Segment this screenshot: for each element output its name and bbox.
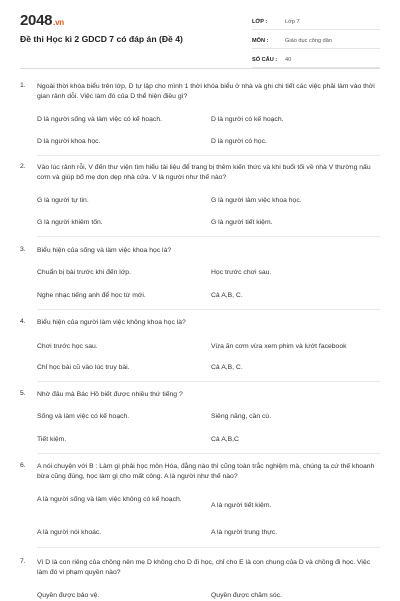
answer-option-d[interactable]: D là người có học. <box>211 138 267 145</box>
answer-option-b[interactable]: Học trước chơi sau. <box>211 269 272 276</box>
question-number: 7. <box>20 558 26 565</box>
question-number: 1. <box>20 82 26 89</box>
site-logo[interactable] <box>20 12 64 29</box>
meta-label: SỐ CÂU : <box>252 56 278 63</box>
answer-option-c[interactable]: Nghe nhạc tiếng anh để học từ mới. <box>37 292 146 299</box>
meta-value: 40 <box>285 56 292 63</box>
answer-option-a[interactable]: A là người sống và làm việc không có kế hoạch. <box>37 496 182 503</box>
question-text: Vì D là con riêng của chồng nên mẹ D không cho D đi học, chỉ cho E là con chung của D và chồng đi học. Việc làm đó vi phạm quyền nào? <box>37 559 371 577</box>
answer-option-b[interactable]: Quyền được chăm sóc. <box>211 592 282 599</box>
question-divider <box>37 453 380 454</box>
question-number: 4. <box>20 318 26 325</box>
question-text: Nhờ đâu mà Bác Hồ biết được nhiều thứ tiếng ? <box>37 391 183 398</box>
question-text: Biểu hiện của sống và làm việc khoa học là? <box>37 247 172 254</box>
answer-option-a[interactable]: Chơi trước học sau. <box>37 343 98 350</box>
answer-option-c[interactable]: D là người khoa học. <box>37 138 101 145</box>
meta-row-count <box>252 52 380 68</box>
meta-label: LỚP : <box>252 18 268 25</box>
answer-option-b[interactable]: Siêng năng, cần cù. <box>211 413 272 420</box>
answer-option-b[interactable]: G là người làm việc khoa học. <box>211 197 302 204</box>
question-divider <box>37 309 380 310</box>
answer-option-a[interactable]: Sống và làm việc có kế hoạch. <box>37 413 130 420</box>
answer-option-c[interactable]: G là người khiêm tốn. <box>37 219 103 226</box>
question-number: 6. <box>20 462 26 469</box>
meta-row-subject <box>252 33 380 49</box>
answer-option-c[interactable]: Tiết kiệm. <box>37 436 67 443</box>
question-text: A nói chuyện với B : Làm gì phải học môn Hóa, đằng nào thì cũng toàn trắc nghiệm mà, chúng ta cứ thế khoanh bừa cũng đúng, học làm gì cho mất công. A là người như thế nào? <box>37 463 375 481</box>
answer-option-b[interactable]: D là người có kế hoạch. <box>211 116 284 123</box>
answer-option-b[interactable]: Vừa ăn cơm vừa xem phim và lướt facebook <box>211 343 347 350</box>
answer-option-b[interactable]: A là người tiết kiệm. <box>211 502 272 509</box>
answer-option-a[interactable]: Quyền được bảo vệ. <box>37 592 100 599</box>
answer-option-a[interactable]: G là người tự tin. <box>37 197 89 204</box>
answer-option-d[interactable]: Cả A,B, C. <box>211 292 243 299</box>
answer-option-d[interactable]: G là người tiết kiệm. <box>211 219 273 226</box>
question-divider <box>37 547 380 548</box>
answer-option-c[interactable]: Chỉ học bài cũ vào lúc truy bài. <box>37 364 130 371</box>
answer-option-d[interactable]: Cả A,B, C. <box>211 364 243 371</box>
answer-option-c[interactable]: A là người nói khoác. <box>37 529 102 536</box>
answer-option-a[interactable]: Chuẩn bị bài trước khi đến lớp. <box>37 269 131 276</box>
meta-row-class <box>252 14 380 30</box>
header-divider <box>20 68 380 69</box>
page-header <box>0 0 400 70</box>
question-number: 2. <box>20 163 26 170</box>
exam-meta <box>252 14 380 71</box>
question-number: 5. <box>20 390 26 397</box>
question-divider <box>37 236 380 237</box>
page-title: Đề thi Học kì 2 GDCD 7 có đáp án (Đề 4) <box>20 34 183 44</box>
question-divider <box>37 155 380 156</box>
answer-option-d[interactable]: A là người trung thực. <box>211 529 278 536</box>
answer-option-a[interactable]: D là người sống và làm việc có kế hoạch. <box>37 116 162 123</box>
question-text: Biểu hiện của người làm việc không khoa học là? <box>37 319 186 326</box>
meta-value: Lớp 7 <box>285 18 300 25</box>
meta-label: MÔN : <box>252 37 269 44</box>
logo-suffix: .vn <box>53 18 64 27</box>
question-text: Ngoài thời khóa biểu trên lớp, D tự lập cho mình 1 thời khóa biểu ở nhà và ghi chi tiết các việc phải làm vào thời gian rảnh dỗi. Việc làm đó của D thể hiện điều gì? <box>37 83 375 101</box>
logo-text: 2048 <box>20 12 53 29</box>
question-divider <box>37 381 380 382</box>
question-number: 3. <box>20 246 26 253</box>
question-text: Vào lúc rảnh rỗi, V đến thư viện tìm hiểu tài liệu để trang bị thêm kiến thức và khi buổi tối về nhà V thường nấu cơm và giúp bố mẹ dọn dẹp nhà cửa. V là người như thế nào? <box>37 164 371 182</box>
answer-option-d[interactable]: Cả A,B,C <box>211 436 239 443</box>
meta-value: Giáo dục công dân <box>285 37 332 44</box>
